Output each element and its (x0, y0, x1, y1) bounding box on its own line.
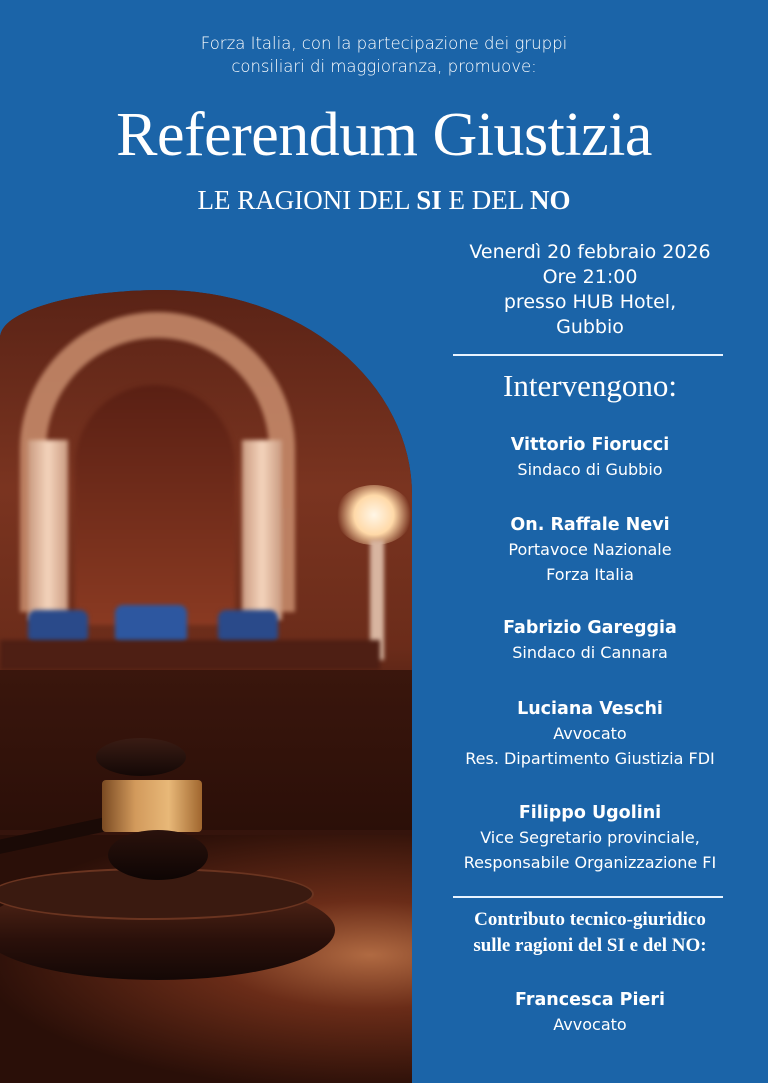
speaker-role: Sindaco di Cannara (512, 643, 668, 662)
speaker-item (420, 801, 760, 875)
speaker-role: Avvocato (553, 1015, 627, 1034)
speaker-name: On. Raffale Nevi (510, 515, 670, 535)
column-right (242, 440, 282, 620)
speaker-role: Res. Dipartimento Giustizia FDI (465, 749, 715, 768)
speaker-role: Portavoce Nazionale (508, 540, 672, 559)
event-time: Ore 21:00 (542, 266, 638, 288)
speaker-role: Sindaco di Gubbio (517, 460, 663, 479)
event-date: Venerdì 20 febbraio 2026 (469, 241, 711, 263)
speaker-name: Vittorio Fiorucci (510, 435, 670, 455)
contribution-heading (420, 907, 760, 959)
subtitle-part-2: E DEL (441, 185, 530, 215)
speaker-role: Responsabile Organizzazione FI (463, 853, 717, 872)
event-city: Gubbio (556, 316, 624, 338)
judge-chairs (28, 610, 88, 644)
gavel-head-top (96, 738, 186, 776)
page-subtitle (0, 182, 768, 218)
gavel-band (102, 780, 202, 832)
divider-2 (453, 896, 723, 898)
speaker-item (420, 513, 760, 587)
speaker-name: Luciana Veschi (517, 699, 663, 719)
speaker-role: Avvocato (553, 724, 627, 743)
speakers-heading: Intervengono: (503, 368, 677, 403)
speaker-name: Filippo Ugolini (518, 803, 662, 823)
contribution-heading-line-1: Contributo tecnico-giuridico (474, 909, 706, 930)
lamp-glow (335, 485, 412, 545)
speaker-name: Francesca Pieri (515, 990, 665, 1010)
subtitle-no: NO (529, 185, 571, 215)
speaker-item (420, 433, 760, 482)
contribution-heading-line-2: sulle ragioni del SI e del NO: (473, 935, 707, 956)
column-left (28, 440, 68, 620)
page-title: Referendum Giustizia (116, 101, 652, 169)
intro-line-1: Forza Italia, con la partecipazione dei gruppi (200, 34, 568, 53)
judge-bench (0, 640, 380, 670)
courtroom-gavel-photo (0, 290, 412, 1083)
event-details (420, 240, 760, 340)
speaker-name: Fabrizio Gareggia (503, 618, 677, 638)
intro-text (0, 32, 768, 78)
subtitle-part-1: LE RAGIONI DEL (197, 185, 417, 215)
event-venue: presso HUB Hotel, (503, 291, 677, 313)
intro-line-2: consiliari di maggioranza, promuove: (231, 57, 537, 76)
gavel-head-bottom (108, 830, 208, 880)
subtitle-si: SI (416, 185, 442, 215)
speaker-item (420, 697, 760, 771)
speaker-role: Vice Segretario provinciale, (480, 828, 700, 847)
speaker-item (420, 616, 760, 665)
contribution-speaker (420, 988, 760, 1037)
divider-1 (453, 354, 723, 356)
speaker-role: Forza Italia (546, 565, 634, 584)
